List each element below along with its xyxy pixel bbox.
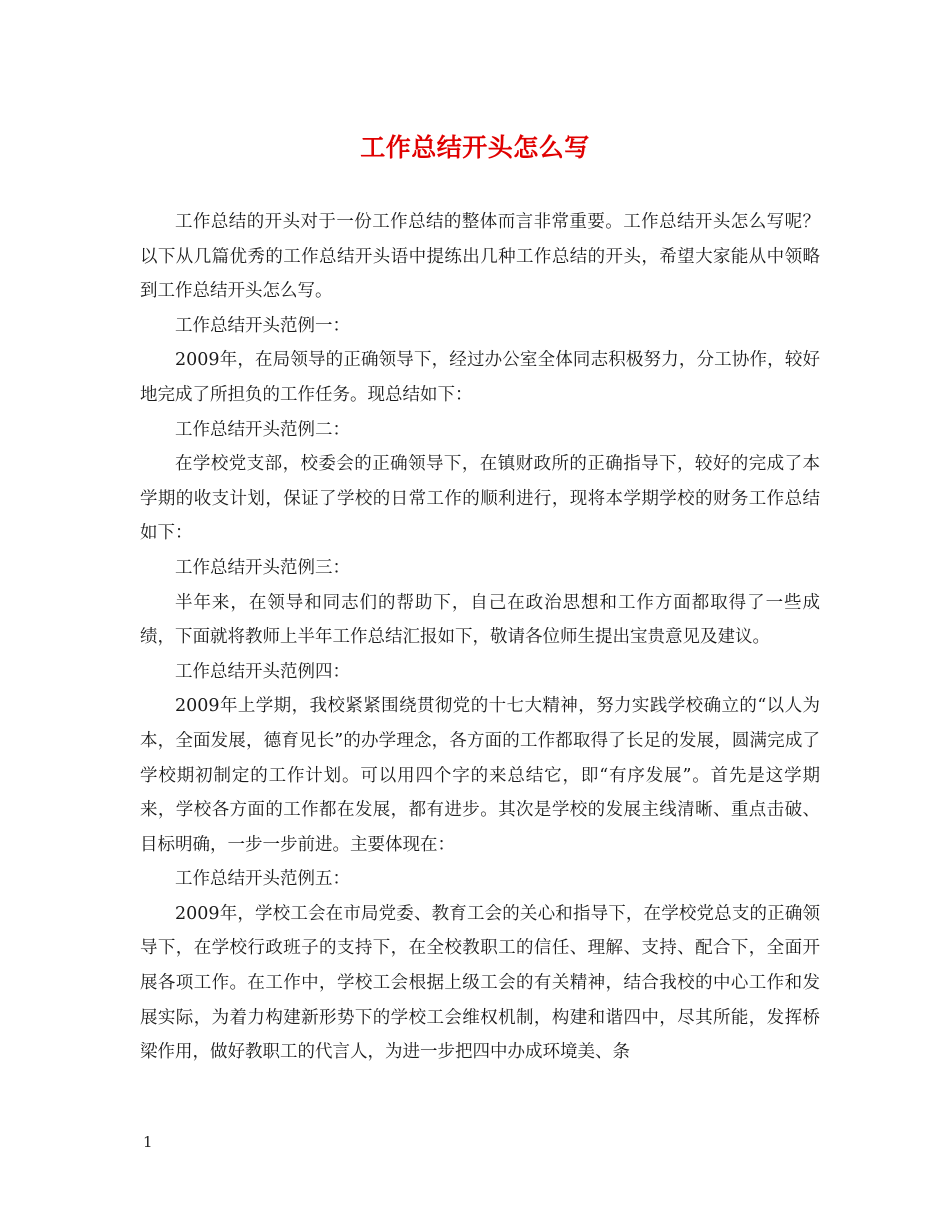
example-heading-1: 工作总结开头范例一： <box>175 315 350 336</box>
example-paragraph-2: 在学校党支部，校委会的正确领导下，在镇财政所的正确指导下，较好的完成了本学期的收支计划，保证了学校的日常工作的顺利进行，现将本学期学校的财务工作总结如下： <box>140 454 820 544</box>
example-heading-3: 工作总结开头范例三： <box>175 557 350 578</box>
example-heading-4: 工作总结开头范例四： <box>175 661 350 682</box>
example-paragraph-3: 半年来，在领导和同志们的帮助下，自己在政治思想和工作方面都取得了一些成绩，下面就将教师上半年工作总结汇报如下，敬请各位师生提出宝贵意见及建议。 <box>140 592 820 648</box>
document-title: 工作总结开头怎么写 <box>360 133 590 162</box>
document-body <box>140 205 820 1070</box>
example-paragraph-5: 2009年，学校工会在市局党委、教育工会的关心和指导下，在学校党总支的正确领导下，在学校行政班子的支持下，在全校教职工的信任、理解、支持、配合下，全面开展各项工作。在工作中，学校工会根据上级工会的有关精神，结合我校的中心工作和发展实际，为着力构建新形势下的学校工会维权机制，构建和谐四中，尽其所能，发挥桥梁作用，做好教职工的代言人，为进一步把四中办成环境美、条 <box>140 903 820 1063</box>
example-paragraph-4: 2009年上学期，我校紧紧围绕贯彻党的十七大精神，努力实践学校确立的“以人为本，全面发展，德育见长”的办学理念，各方面的工作都取得了长足的发展，圆满完成了学校期初制定的工作计划。可以用四个字的来总结它，即“有序发展”。首先是这学期来，学校各方面的工作都在发展，都有进步。其次是学校的发展主线清晰、重点击破、目标明确，一步一步前进。主要体现在： <box>140 696 820 855</box>
example-paragraph-1: 2009年，在局领导的正确领导下，经过办公室全体同志积极努力，分工协作，较好地完成了所担负的工作任务。现总结如下： <box>140 350 820 405</box>
example-heading-5: 工作总结开头范例五： <box>175 869 350 890</box>
example-heading-2: 工作总结开头范例二： <box>175 419 350 440</box>
page-number: 1 <box>143 1133 153 1151</box>
intro-paragraph: 工作总结的开头对于一份工作总结的整体而言非常重要。工作总结开头怎么写呢？以下从几篇优秀的工作总结开头语中提练出几种工作总结的开头，希望大家能从中领略到工作总结开头怎么写。 <box>140 212 820 302</box>
